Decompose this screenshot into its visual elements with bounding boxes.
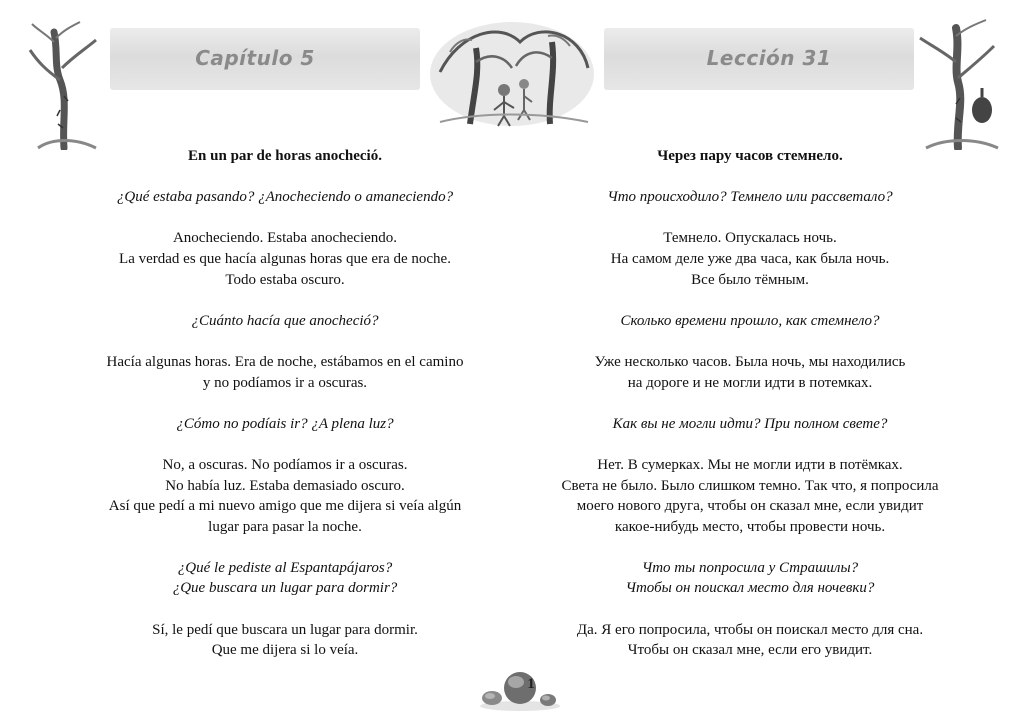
text-line: Что ты попросила у Страшилы?: [641, 559, 859, 576]
text-line: Сколько времени прошло, как стемнело?: [620, 312, 880, 329]
chapter-title: Capítulo 5: [195, 46, 315, 70]
text-line: Как вы не могли идти? При полном свете?: [612, 415, 888, 432]
right-tree-icon: [906, 18, 1002, 150]
text-line: Все было тёмным.: [691, 271, 809, 288]
text-line: ¿Qué estaba pasando? ¿Anocheciendo o amaneciendo?: [116, 189, 454, 206]
text-line: Anocheciendo. Estaba anocheciendo.: [172, 230, 398, 247]
text-line: какое-нибудь место, чтобы провести ночь.: [614, 518, 886, 535]
russian-column: [512, 146, 988, 681]
text-line: ¿Cuánto hacía que anocheció?: [191, 312, 379, 329]
text-line: No había luz. Estaba demasiado oscuro.: [165, 477, 405, 494]
spanish-question: [60, 187, 510, 208]
russian-answer: [512, 228, 988, 290]
chapter-banner: [110, 28, 420, 90]
spanish-question: [60, 311, 510, 332]
text-line: Así que pedí a mi nuevo amigo que me dijera si veía algún: [108, 498, 462, 515]
text-line: lugar para pasar la noche.: [208, 518, 362, 535]
text-line: y no podíamos ir a oscuras.: [202, 374, 368, 391]
russian-question: [512, 311, 988, 332]
text-line: Что происходило? Темнело или рассветало?: [607, 189, 893, 206]
text-line: моего нового друга, чтобы он сказал мне, если увидит: [576, 498, 924, 515]
text-line: Да. Я его попросила, чтобы он поискал место для сна.: [576, 621, 924, 638]
text-line: Уже несколько часов. Была ночь, мы находились: [594, 353, 906, 370]
text-line: Света не было. Было слишком темно. Так что, я попросила: [561, 477, 939, 494]
lesson-banner: [604, 28, 914, 90]
spanish-answer: [60, 228, 510, 290]
text-line: ¿Qué le pediste al Espantapájaros?: [177, 559, 393, 576]
text-line: Чтобы он поискал место для ночевки?: [625, 580, 875, 597]
lesson-title: Lección 31: [706, 46, 832, 70]
text-line: No, a oscuras. No podíamos ir a oscuras.: [162, 456, 408, 473]
russian-answer: [512, 352, 988, 393]
russian-answer: [512, 620, 988, 661]
russian-question: [512, 558, 988, 599]
text-line: Нет. В сумерках. Мы не могли идти в потёмках.: [597, 456, 903, 473]
page-number: 1: [527, 676, 535, 692]
spanish-answer: [60, 455, 510, 537]
text-line: Todo estaba oscuro.: [225, 271, 345, 288]
spanish-column: [60, 146, 510, 681]
text-line: Que me dijera si lo veía.: [211, 642, 359, 659]
russian-question: [512, 414, 988, 435]
spanish-answer: [60, 352, 510, 393]
russian-question: [512, 187, 988, 208]
spanish-heading: En un par de horas anocheció.: [188, 148, 382, 164]
spanish-answer: [60, 620, 510, 661]
text-line: Темнело. Опускалась ночь.: [663, 230, 837, 247]
text-line: Hacía algunas horas. Era de noche, estábamos en el camino: [106, 353, 464, 370]
text-line: На самом деле уже два часа, как была ночь.: [610, 250, 890, 267]
text-line: ¿Que buscara un lugar para dormir?: [172, 580, 398, 597]
russian-answer: [512, 455, 988, 537]
spanish-question: [60, 414, 510, 435]
text-line: на дороге и не могли идти в потемках.: [627, 374, 873, 391]
forest-vignette-icon: [420, 12, 604, 132]
russian-heading: Через пару часов стемнело.: [657, 148, 843, 164]
text-line: ¿Cómo no podíais ir? ¿A plena luz?: [176, 415, 394, 432]
text-line: La verdad es que hacía algunas horas que era de noche.: [119, 250, 451, 267]
text-line: Sí, le pedí que buscara un lugar para dormir.: [152, 621, 418, 638]
left-tree-icon: [24, 20, 108, 150]
text-line: Чтобы он сказал мне, если его увидит.: [627, 642, 873, 659]
spanish-question: [60, 558, 510, 599]
